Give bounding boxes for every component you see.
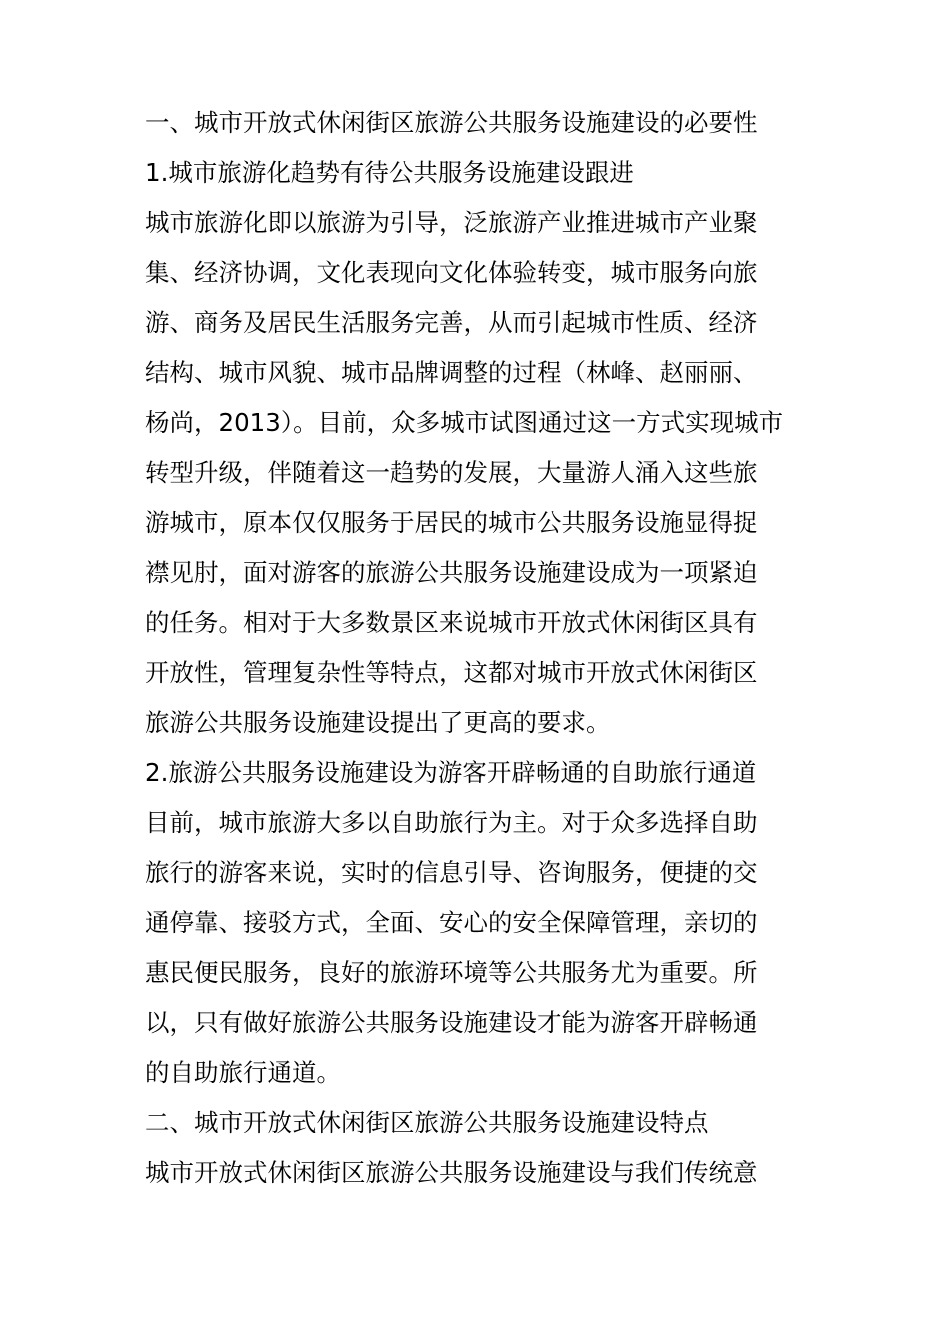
body-text-line: 通停靠、接驳方式，全面、安心的安全保障管理，亲切的: [145, 908, 758, 937]
body-text-line: 目前，城市旅游大多以自助旅行为主。对于众多选择自助: [145, 808, 758, 837]
body-text-line: 的任务。相对于大多数景区来说城市开放式休闲街区具有: [145, 608, 758, 637]
section-heading-2: 二、城市开放式休闲街区旅游公共服务设施建设特点: [145, 1108, 709, 1137]
body-text-line: 开放性，管理复杂性等特点，这都对城市开放式休闲街区: [145, 658, 758, 687]
section-heading-1: 一、城市开放式休闲街区旅游公共服务设施建设的必要性: [145, 108, 758, 137]
body-text-line: 惠民便民服务，良好的旅游环境等公共服务尤为重要。所: [145, 958, 758, 987]
subsection-heading-1-1: 1.城市旅游化趋势有待公共服务设施建设跟进: [145, 158, 634, 187]
body-text-line: 游城市，原本仅仅服务于居民的城市公共服务设施显得捉: [145, 508, 758, 537]
body-text-line: 襟见肘，面对游客的旅游公共服务设施建设成为一项紧迫: [145, 558, 758, 587]
body-text-line: 转型升级，伴随着这一趋势的发展，大量游人涌入这些旅: [145, 458, 758, 487]
body-text-line: 结构、城市风貌、城市品牌调整的过程（林峰、赵丽丽、: [145, 358, 758, 387]
subsection-heading-1-2: 2.旅游公共服务设施建设为游客开辟畅通的自助旅行通道: [145, 758, 757, 787]
body-text-line: 城市旅游化即以旅游为引导，泛旅游产业推进城市产业聚: [145, 208, 758, 237]
document-body: [145, 98, 807, 1198]
body-text-line: 杨尚，2013）。目前，众多城市试图通过这一方式实现城市: [145, 408, 784, 437]
body-text-line: 的自助旅行通道。: [145, 1058, 341, 1087]
body-text-line: 城市开放式休闲街区旅游公共服务设施建设与我们传统意: [145, 1158, 758, 1187]
body-text-line: 集、经济协调，文化表现向文化体验转变，城市服务向旅: [145, 258, 758, 287]
body-text-line: 旅游公共服务设施建设提出了更高的要求。: [145, 708, 611, 737]
body-text-line: 旅行的游客来说，实时的信息引导、咨询服务，便捷的交: [145, 858, 758, 887]
body-text-line: 游、商务及居民生活服务完善，从而引起城市性质、经济: [145, 308, 758, 337]
body-text-line: 以，只有做好旅游公共服务设施建设才能为游客开辟畅通: [145, 1008, 758, 1037]
